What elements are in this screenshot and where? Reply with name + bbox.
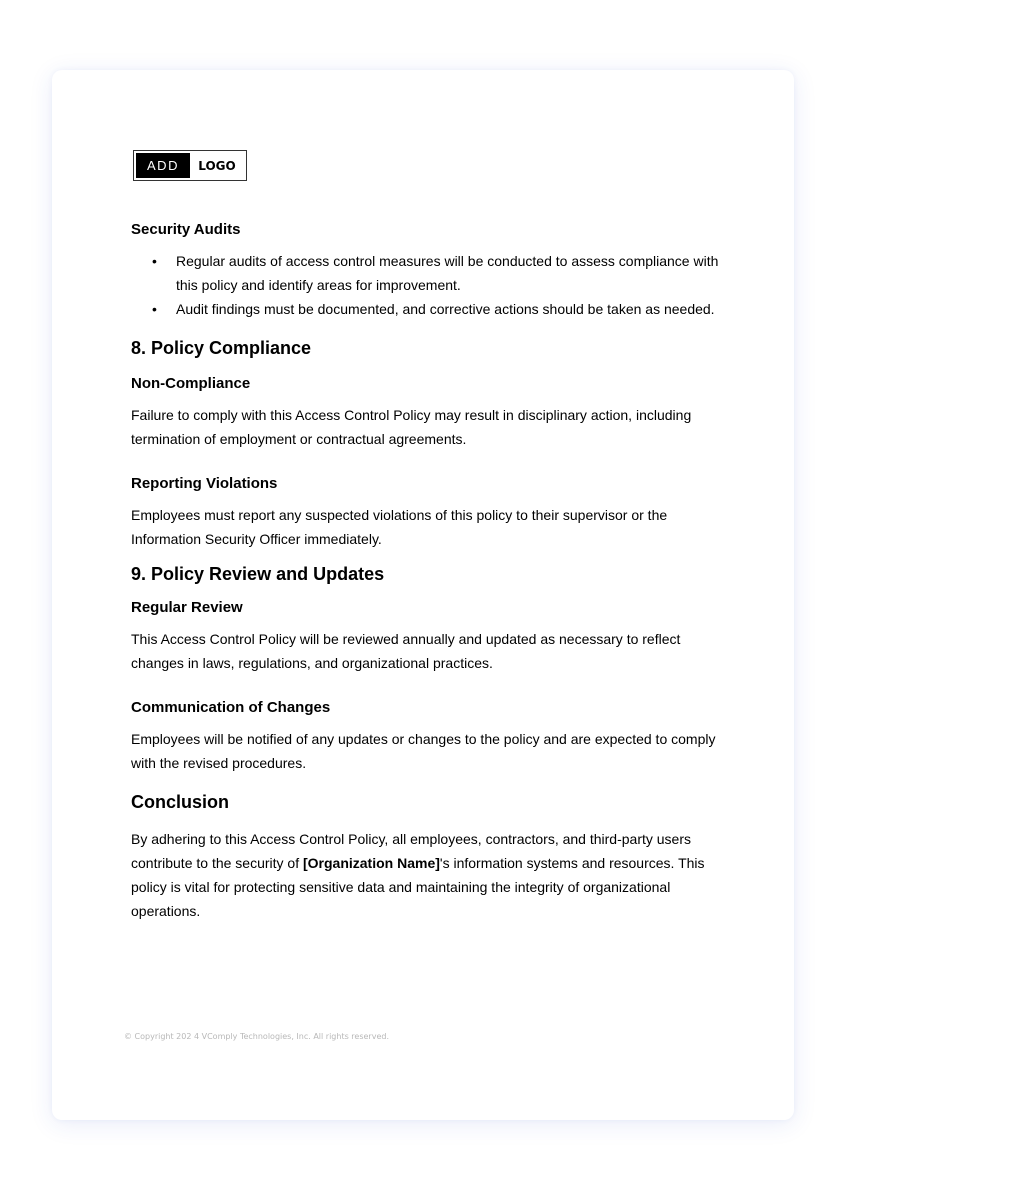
conclusion-text-after: 's information systems and resources. This policy is vital for protecting sensitive data and maintaining the integrity of organizational operations. (131, 855, 705, 919)
heading-policy-review: 9. Policy Review and Updates (131, 564, 385, 584)
heading-reporting-violations: Reporting Violations (131, 475, 278, 492)
list-item: • Regular audits of access control measures will be conducted to assess compliance with this policy and identify areas for improvement. (131, 249, 721, 297)
heading-conclusion: Conclusion (131, 792, 229, 812)
heading-non-compliance: Non-Compliance (131, 375, 251, 392)
heading-regular-review: Regular Review (131, 599, 243, 616)
communication-text: Employees will be notified of any updates or changes to the policy and are expected to comply with the revised procedures. (131, 731, 716, 771)
logo-placeholder (133, 150, 247, 181)
conclusion-text-before: By adhering to this Access Control Policy, all employees, contractors, and third-party users contribute to the security of (131, 831, 691, 871)
list-item: • Audit findings must be documented, and corrective actions should be taken as needed. (131, 297, 721, 321)
reporting-violations-text: Employees must report any suspected violations of this policy to their supervisor or the Information Security Officer immediately. (131, 507, 668, 547)
conclusion-text (131, 827, 721, 923)
non-compliance-text: Failure to comply with this Access Control Policy may result in disciplinary action, including termination of employment or contractual agreements. (131, 407, 692, 447)
document-page (52, 70, 794, 1120)
heading-communication-of-changes: Communication of Changes (131, 699, 331, 716)
security-audits-list (131, 249, 721, 321)
heading-policy-compliance: 8. Policy Compliance (131, 338, 312, 358)
document-content (131, 215, 721, 941)
regular-review-text: This Access Control Policy will be reviewed annually and updated as necessary to reflect changes in laws, regulations, and organizational practices. (131, 631, 681, 671)
logo-text-label: LOGO (198, 158, 236, 173)
heading-security-audits: Security Audits (131, 221, 241, 238)
organization-name-placeholder: [Organization Name] (302, 855, 440, 871)
logo-add-label: ADD (136, 153, 190, 178)
copyright-footer: © Copyright 202 4 VComply Technologies, Inc. All rights reserved. (124, 1032, 389, 1041)
